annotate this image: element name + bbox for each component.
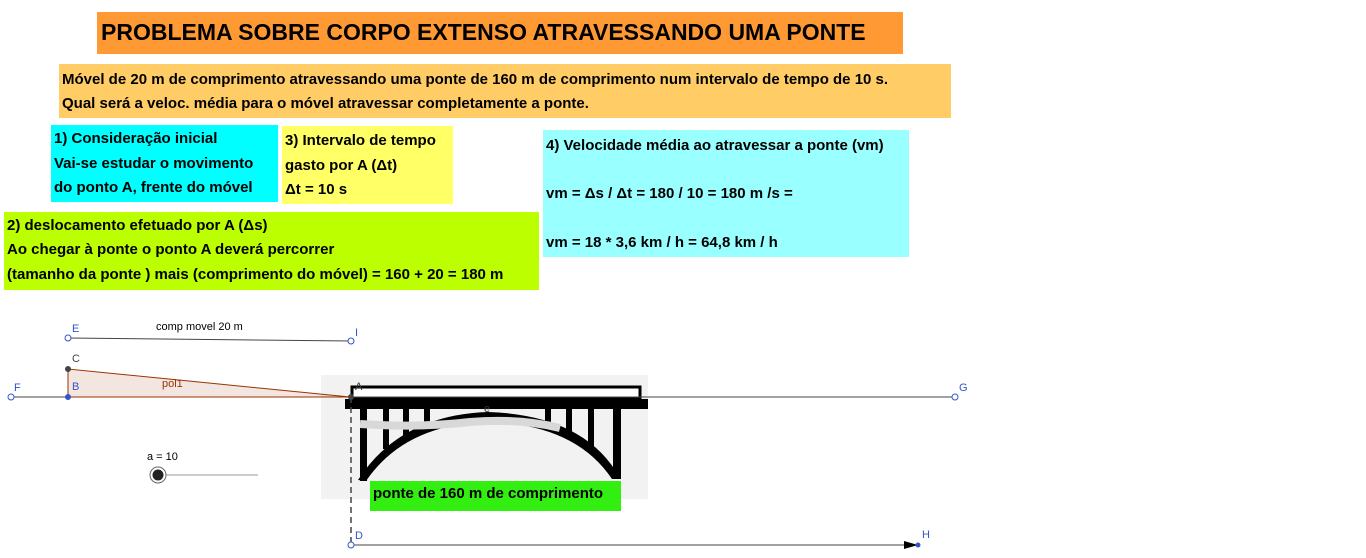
- point-h-label: H: [922, 529, 930, 541]
- point-g-label: G: [959, 382, 968, 394]
- point-e-label: E: [72, 323, 80, 335]
- point-b[interactable]: [65, 394, 71, 400]
- bridge-hanger: [588, 409, 594, 449]
- point-b-label: B: [72, 381, 80, 393]
- bridge-pillar-left: [360, 409, 367, 481]
- point-i[interactable]: [348, 338, 354, 344]
- point-f[interactable]: [8, 394, 14, 400]
- step2-line-2: Ao chegar à ponte o ponto A deverá percorrer: [7, 241, 335, 259]
- segment-label: comp movel 20 m: [156, 321, 243, 333]
- polygon-pol1[interactable]: [68, 369, 350, 397]
- point-d[interactable]: [348, 542, 354, 548]
- point-a[interactable]: [348, 394, 354, 400]
- point-a-label: A: [355, 381, 363, 393]
- step3-line-1: 3) Intervalo de tempo: [285, 132, 436, 149]
- step2-line-1: 2) deslocamento efetuado por A (Δs): [7, 217, 268, 234]
- bridge-deck-base: [345, 399, 648, 409]
- step1-line-1: 1) Consideração inicial: [54, 130, 218, 147]
- step2-line-3: (tamanho da ponte ) mais (comprimento do móvel) = 160 + 20 = 180 m: [7, 265, 504, 283]
- slider-label: a = 10: [147, 451, 178, 463]
- problem-line-2: Qual será a veloc. média para o móvel atravessar completamente a ponte.: [62, 95, 589, 112]
- problem-line-1: Móvel de 20 m de comprimento atravessando uma ponte de 160 m de comprimento num intervalo de tempo de 10 s.: [62, 71, 889, 88]
- point-f-label: F: [14, 382, 21, 394]
- bridge-label-text: ponte de 160 m de comprimento: [373, 485, 604, 502]
- step4-line-3: vm = 18 * 3,6 km / h = 64,8 km / h: [546, 233, 778, 251]
- step4-line-1: 4) Velocidade média ao atravessar a ponte (vm): [546, 137, 884, 154]
- bridge-pillar-right: [613, 409, 621, 479]
- point-g[interactable]: [952, 394, 958, 400]
- step1-line-3: do ponto A, frente do móvel: [54, 179, 253, 196]
- step3-line-3: Δt = 10 s: [285, 181, 348, 198]
- bridge-length-label[interactable]: [370, 481, 621, 511]
- polygon-label: pol1: [162, 378, 183, 390]
- title-text: PROBLEMA SOBRE CORPO EXTENSO ATRAVESSANDO UMA PONTE: [101, 19, 866, 45]
- segment-ei[interactable]: [68, 338, 351, 341]
- point-c[interactable]: [65, 366, 71, 372]
- slider-handle[interactable]: [153, 470, 164, 481]
- step4-line-2: vm = Δs / Δt = 180 / 10 = 180 m /s =: [546, 185, 793, 203]
- point-e[interactable]: [65, 335, 71, 341]
- bridge-hanger: [566, 409, 572, 437]
- bridge-text-label: e: [484, 403, 491, 415]
- point-c-label: C: [72, 353, 80, 365]
- step3-line-2: gasto por A (Δt): [285, 156, 398, 174]
- point-d-label: D: [355, 530, 363, 542]
- step1-line-2: Vai-se estudar o movimento: [54, 154, 254, 172]
- point-i-label: I: [355, 327, 359, 339]
- point-h[interactable]: [916, 543, 921, 548]
